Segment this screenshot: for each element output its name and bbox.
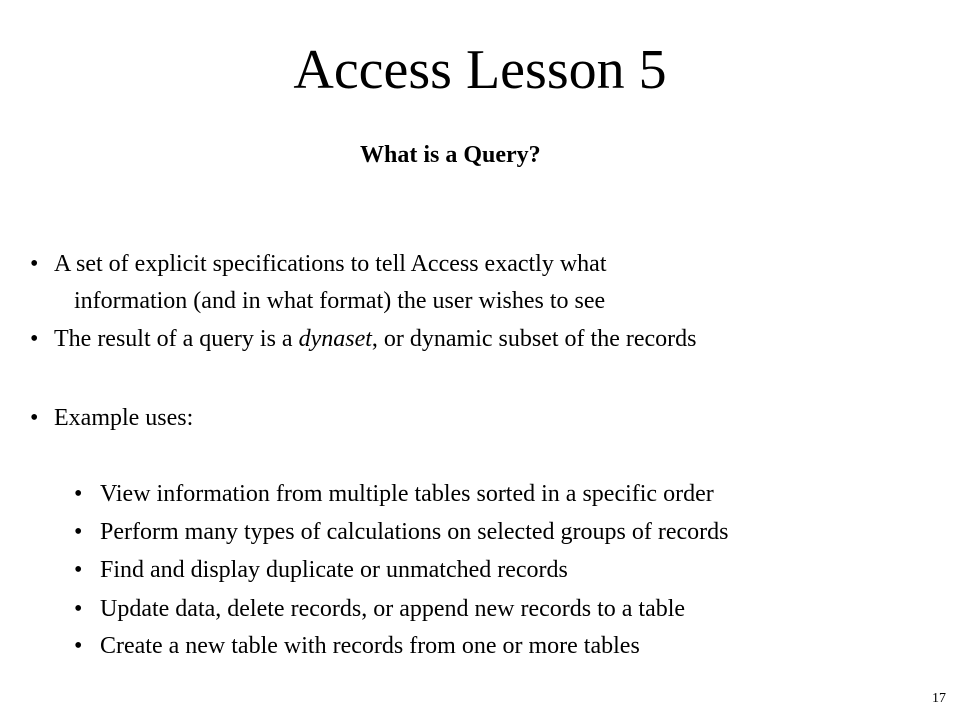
- example-heading-text: Example uses:: [54, 405, 194, 431]
- bullet-glyph: •: [74, 557, 83, 583]
- bullet-result-text: [54, 324, 696, 354]
- bullet-glyph: •: [30, 251, 39, 277]
- slide-subtitle: What is a Query?: [360, 142, 541, 168]
- bullet-glyph: •: [74, 633, 83, 659]
- bullet-definition-continuation: information (and in what format) the user wishes to see: [74, 288, 606, 314]
- example-use-text: Update data, delete records, or append new records to a table: [100, 596, 686, 622]
- example-use-text: Create a new table with records from one or more tables: [100, 633, 640, 659]
- example-use-text: View information from multiple tables sorted in a specific order: [100, 481, 714, 507]
- bullet-glyph: •: [30, 405, 39, 431]
- result-text-after: , or dynamic subset of the records: [371, 326, 697, 352]
- bullet-definition-text: A set of explicit specifications to tell Access exactly what: [54, 251, 607, 277]
- bullet-glyph: •: [30, 326, 39, 352]
- bullet-glyph: •: [74, 596, 83, 622]
- result-text-before: The result of a query is a: [54, 326, 299, 352]
- slide-title: Access Lesson 5: [293, 39, 667, 101]
- example-use-text: Perform many types of calculations on selected groups of records: [100, 519, 729, 545]
- page-number: 17: [932, 691, 946, 706]
- bullet-glyph: •: [74, 481, 83, 507]
- bullet-glyph: •: [74, 519, 83, 545]
- result-text-emphasis: dynaset: [298, 326, 372, 352]
- example-use-text: Find and display duplicate or unmatched records: [100, 557, 568, 583]
